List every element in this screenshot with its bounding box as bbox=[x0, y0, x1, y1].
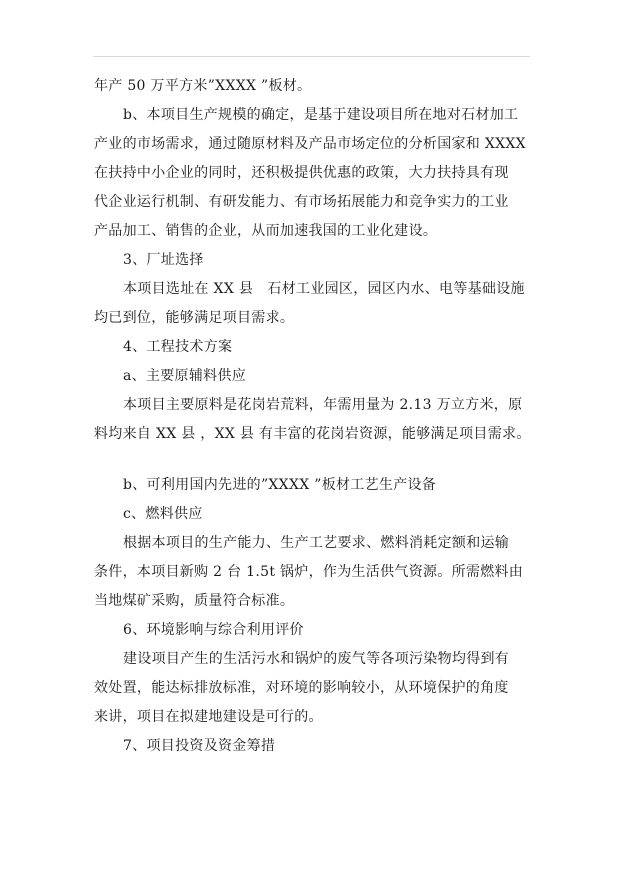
text-line: 代企业运行机制、有研发能力、有市场拓展能力和竞争实力的工业 bbox=[94, 194, 509, 210]
text-line: 建设项目产生的生活污水和锅炉的废气等各项污染物均得到有 bbox=[123, 651, 510, 667]
text-line: 来讲，项目在拟建地建设是可行的。 bbox=[94, 709, 323, 725]
text-line: 产业的市场需求，通过随原材料及产品市场定位的分析国家和 XXXX bbox=[94, 136, 526, 152]
section-heading bbox=[94, 616, 530, 645]
paragraph bbox=[94, 645, 530, 732]
paragraph bbox=[94, 101, 530, 246]
subsection-heading bbox=[94, 471, 530, 500]
text-line: 本项目主要原料是花岗岩荒料，年需用量为 2.13 万立方米，原 bbox=[123, 397, 523, 413]
text-line: a、主要原辅料供应 bbox=[123, 368, 247, 384]
paragraph bbox=[94, 391, 530, 449]
paragraph bbox=[94, 529, 530, 616]
paragraph bbox=[94, 72, 530, 101]
text-line: 条件，本项目新购 2 台 1.5t 锅炉，作为生活供气资源。所需燃料由 bbox=[94, 564, 524, 580]
text-line: b、本项目生产规模的确定，是基于建设项目所在地对石材加工 bbox=[123, 107, 519, 123]
text-line: b、可利用国内先进的”XXXX ”板材工艺生产设备 bbox=[123, 477, 437, 493]
paragraph bbox=[94, 275, 530, 333]
subsection-heading bbox=[94, 500, 530, 529]
header-rule bbox=[93, 56, 530, 57]
text-line: 7、项目投资及资金筹措 bbox=[123, 738, 276, 754]
text-line: 料均来自 XX 县 ，XX 县 有丰富的花岗岩资源，能够满足项目需求。 bbox=[94, 426, 531, 442]
section-heading bbox=[94, 246, 530, 275]
paragraph-gap bbox=[94, 449, 530, 471]
text-line: 3、厂址选择 bbox=[123, 252, 204, 268]
text-line: 根据本项目的生产能力、生产工艺要求、燃料消耗定额和运输 bbox=[123, 535, 510, 551]
text-line: 当地煤矿采购，质量符合标准。 bbox=[94, 593, 295, 609]
document-body bbox=[94, 72, 530, 761]
text-line: 在扶持中小企业的同时，还积极提供优惠的政策，大力扶持具有现 bbox=[94, 165, 509, 181]
subsection-heading bbox=[94, 362, 530, 391]
text-line: 4、工程技术方案 bbox=[123, 339, 233, 355]
text-line: 效处置，能达标排放标准，对环境的影响较小，从环境保护的角度 bbox=[94, 680, 509, 696]
text-line: 6、环境影响与综合利用评价 bbox=[123, 622, 304, 638]
section-heading bbox=[94, 732, 530, 761]
text-line: c、燃料供应 bbox=[123, 506, 203, 522]
text-line: 年产 50 万平方米”XXXX ”板材。 bbox=[94, 78, 312, 94]
text-line: 本项目选址在 XX 县 石材工业园区，园区内水、电等基础设施 bbox=[123, 281, 525, 297]
section-heading bbox=[94, 333, 530, 362]
text-line: 产品加工、销售的企业，从而加速我国的工业化建设。 bbox=[94, 223, 438, 239]
text-line: 均已到位，能够满足项目需求。 bbox=[94, 310, 295, 326]
